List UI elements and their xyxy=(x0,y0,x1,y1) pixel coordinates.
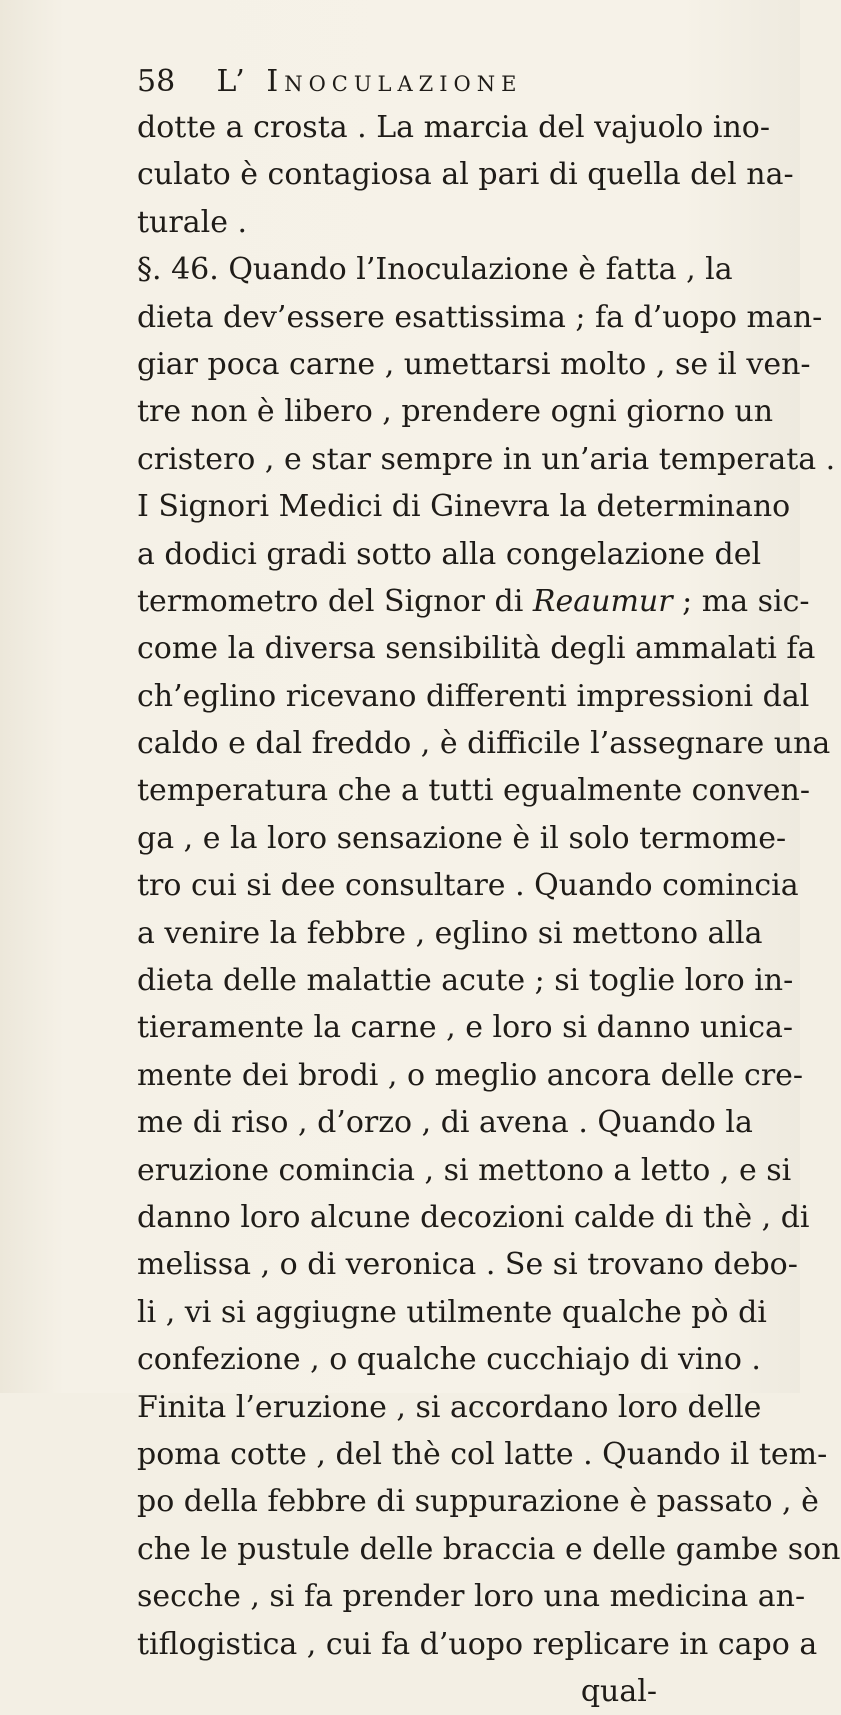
text-line: turale . xyxy=(137,204,248,240)
text-line: dieta dev’essere esattissima ; fa d’uopo man- xyxy=(137,299,823,335)
italic-name: Reaumur xyxy=(532,583,673,619)
text-line: come la diversa sensibilità degli ammalati fa xyxy=(137,631,816,667)
text-line: li , vi si aggiugne utilmente qualche pò di xyxy=(137,1294,767,1330)
page-header xyxy=(137,62,657,102)
text-line: mente dei brodi , o meglio ancora delle cre- xyxy=(137,1057,804,1093)
text-line: secche , si fa prender loro una medicina an- xyxy=(137,1579,806,1615)
text-line: temperatura che a tutti egualmente conven- xyxy=(137,773,811,809)
text-line: eruzione comincia , si mettono a letto , e si xyxy=(137,1152,792,1188)
text-line: danno loro alcune decozioni calde di thè , di xyxy=(137,1199,810,1235)
text-line: §. 46. Quando l’Inoculazione è fatta , la xyxy=(137,252,733,288)
page-number: 58 xyxy=(137,64,176,99)
text-line: tre non è libero , prendere ogni giorno un xyxy=(137,394,774,430)
text-line: ch’eglino ricevano differenti impressioni dal xyxy=(137,678,810,714)
running-head: L’ Inoculazione xyxy=(216,64,523,99)
body-text xyxy=(137,104,841,1715)
text-line: tro cui si dee consultare . Quando comincia xyxy=(137,868,799,904)
text-line: Finita l’eruzione , si accordano loro delle xyxy=(137,1389,762,1425)
text-segment: termometro del Signor di xyxy=(137,583,533,619)
text-line: dieta delle malattie acute ; si toglie loro in- xyxy=(137,963,794,999)
text-line xyxy=(137,578,810,625)
text-line: poma cotte , del thè col latte . Quando il tem- xyxy=(137,1436,828,1472)
text-line: che le pustule delle braccia e delle gambe son xyxy=(137,1531,841,1567)
text-line: cristero , e star sempre in un’aria temperata . xyxy=(137,441,836,477)
text-segment: ; ma sic- xyxy=(672,583,810,619)
text-line: caldo e dal freddo , è difficile l’assegnare una xyxy=(137,726,831,762)
text-line: culato è contagiosa al pari di quella del na- xyxy=(137,157,794,193)
text-line: me di riso , d’orzo , di avena . Quando la xyxy=(137,1105,753,1141)
text-line: ga , e la loro sensazione è il solo termome- xyxy=(137,820,787,856)
text-line: po della febbre di suppurazione è passato , è xyxy=(137,1484,819,1520)
text-line: dotte a crosta . La marcia del vajuolo ino- xyxy=(137,110,770,145)
text-line: confezione , o qualche cucchiajo di vino . xyxy=(137,1342,761,1378)
text-line: a venire la febbre , eglino si mettono alla xyxy=(137,915,763,951)
text-line: a dodici gradi sotto alla congelazione del xyxy=(137,536,762,572)
text-line: I Signori Medici di Ginevra la determinano xyxy=(137,489,791,525)
text-line: tieramente la carne , e loro si danno unica- xyxy=(137,1010,794,1046)
text-line: melissa , o di veronica . Se si trovano debo- xyxy=(137,1247,798,1283)
text-line: giar poca carne , umettarsi molto , se il ven- xyxy=(137,346,811,382)
text-line: tiflogistica , cui fa d’uopo replicare in capo a xyxy=(137,1626,818,1662)
text-line: qual- xyxy=(580,1673,657,1709)
